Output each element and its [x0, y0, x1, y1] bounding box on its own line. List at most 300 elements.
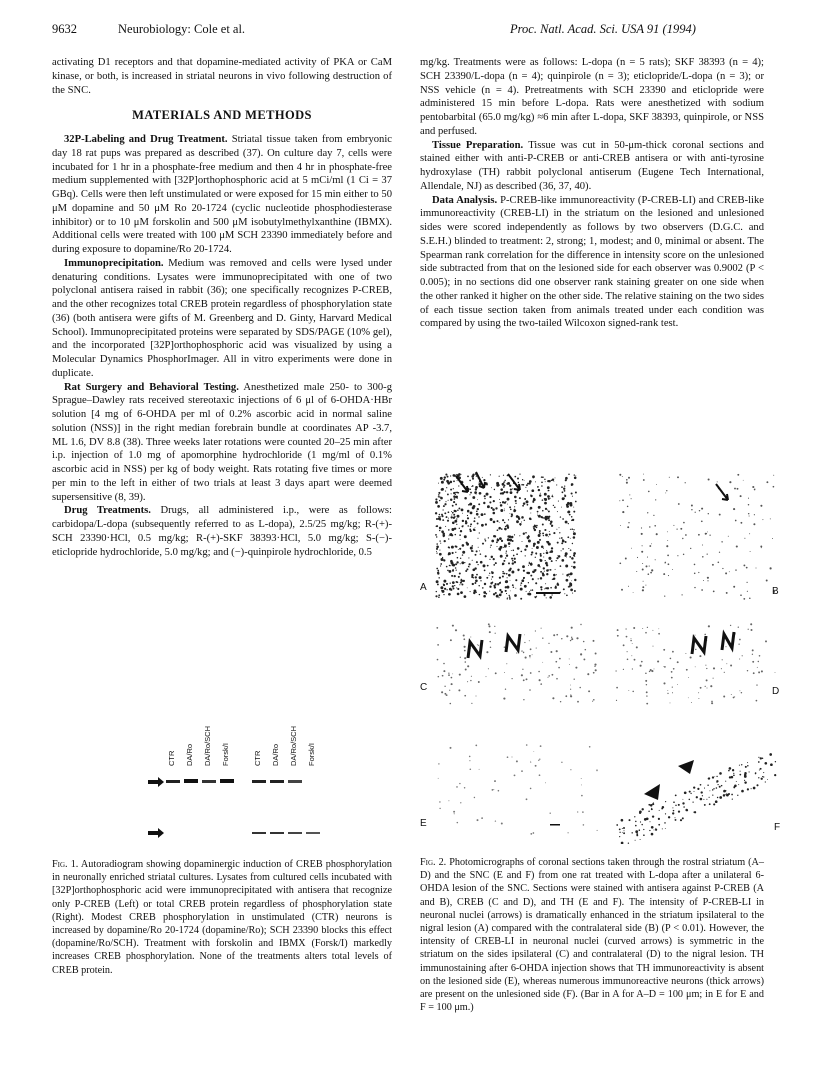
speckle [713, 591, 715, 593]
speckle [537, 564, 540, 567]
speckle [528, 540, 531, 543]
speckle [646, 703, 648, 705]
speckle [656, 484, 657, 485]
speckle [766, 481, 768, 483]
speckle [631, 548, 632, 549]
speckle [677, 661, 679, 663]
speckle [530, 575, 532, 577]
speckle [663, 682, 665, 684]
speckle [764, 762, 767, 765]
speckle [444, 693, 446, 695]
speckle [723, 794, 726, 797]
arrow-icon [148, 777, 164, 787]
speckle [509, 484, 511, 486]
speckle [540, 745, 542, 747]
speckle [570, 538, 571, 539]
speckle [482, 477, 483, 478]
speckle [469, 756, 471, 758]
speckle [759, 655, 761, 657]
speckle [555, 661, 557, 663]
speckle [594, 666, 595, 667]
speckle [675, 794, 677, 796]
speckle [643, 474, 644, 475]
speckle [622, 499, 624, 501]
speckle [775, 672, 776, 673]
speckle [493, 512, 496, 515]
speckle [574, 477, 577, 480]
speckle [530, 762, 531, 763]
speckle [545, 481, 546, 482]
speckle [542, 499, 544, 501]
speckle [733, 586, 735, 588]
speckle [708, 478, 710, 480]
speckle [575, 475, 576, 476]
speckle [505, 501, 506, 502]
speckle [522, 565, 525, 568]
speckle [465, 661, 467, 663]
speckle [761, 778, 763, 780]
caption-label: Fig. 1. [52, 859, 79, 870]
speckle [541, 546, 544, 549]
speckle [684, 791, 687, 794]
speckle [473, 592, 475, 594]
speckle [721, 668, 722, 669]
speckle [702, 556, 704, 558]
speckle [538, 489, 540, 491]
speckle [501, 592, 503, 594]
speckle [756, 684, 757, 685]
speckle [464, 562, 465, 563]
speckle [450, 589, 452, 591]
speckle [531, 562, 532, 563]
speckle [455, 503, 457, 505]
speckle [538, 671, 540, 673]
speckle [440, 543, 441, 544]
speckle [734, 488, 736, 490]
speckle [673, 668, 675, 670]
speckle [561, 550, 562, 551]
speckle [721, 785, 723, 787]
speckle [511, 515, 513, 517]
speckle [530, 648, 532, 650]
speckle [553, 532, 555, 534]
speckle [650, 821, 651, 822]
speckle [571, 492, 573, 494]
speckle [452, 585, 454, 587]
speckle [643, 829, 644, 830]
paragraph-heading: Immunoprecipitation. [64, 257, 164, 269]
speckle [542, 532, 544, 534]
band [166, 780, 180, 783]
speckle [435, 498, 437, 500]
speckle [485, 540, 487, 542]
speckle [554, 507, 556, 509]
speckle [495, 585, 496, 586]
speckle [628, 690, 629, 691]
speckle [506, 491, 508, 493]
speckle [671, 677, 673, 679]
speckle [492, 576, 494, 578]
speckle [440, 563, 442, 565]
speckle [572, 593, 573, 594]
speckle [571, 528, 573, 530]
speckle [547, 480, 549, 482]
speckle [553, 481, 554, 482]
speckle [500, 546, 503, 549]
speckle [573, 529, 574, 530]
speckle [466, 568, 468, 570]
scale-bar [536, 592, 560, 594]
speckle [752, 649, 754, 651]
speckle [573, 511, 575, 513]
speckle [562, 548, 564, 550]
speckle [468, 504, 470, 506]
speckle [655, 829, 657, 831]
speckle [636, 571, 637, 572]
speckle [666, 545, 668, 547]
speckle [566, 574, 569, 577]
speckle [649, 526, 650, 527]
speckle [641, 824, 642, 825]
speckle [474, 582, 476, 584]
speckle [546, 552, 549, 555]
speckle [521, 484, 523, 486]
speckle [758, 671, 760, 673]
speckle [436, 548, 438, 550]
speckle [753, 787, 756, 790]
speckle [766, 580, 768, 582]
speckle [474, 491, 477, 494]
speckle [733, 773, 734, 774]
speckle [719, 772, 722, 775]
speckle [690, 793, 691, 794]
curved-arrow-icon [506, 634, 520, 652]
speckle [698, 534, 700, 536]
speckle [719, 514, 721, 516]
speckle [619, 832, 620, 833]
speckle [701, 520, 703, 522]
speckle [546, 550, 547, 551]
speckle [453, 488, 454, 489]
speckle [476, 511, 478, 513]
speckle [510, 509, 512, 511]
speckle [479, 769, 480, 770]
speckle [650, 669, 652, 671]
speckle [533, 543, 535, 545]
speckle [452, 569, 453, 570]
speckle [703, 580, 704, 581]
panel-a-texture [435, 473, 577, 600]
speckle [735, 569, 736, 570]
speckle [508, 595, 509, 596]
speckle [566, 635, 568, 637]
speckle [448, 546, 450, 548]
speckle [528, 565, 529, 566]
speckle [446, 487, 447, 488]
speckle [489, 586, 491, 588]
speckle [512, 560, 514, 562]
speckle [558, 501, 559, 502]
speckle [713, 803, 715, 805]
speckle [761, 670, 763, 672]
speckle [526, 572, 528, 574]
speckle [551, 547, 553, 549]
speckle [521, 650, 522, 651]
speckle [741, 692, 742, 693]
speckle [451, 514, 452, 515]
thick-arrow-icon [644, 784, 660, 800]
speckle [453, 514, 455, 516]
band [288, 780, 302, 783]
speckle [631, 498, 632, 499]
speckle [734, 785, 737, 788]
speckle [694, 587, 695, 588]
speckle [562, 491, 564, 493]
speckle [555, 569, 556, 570]
speckle [490, 647, 491, 648]
speckle [648, 573, 650, 575]
speckle [436, 536, 437, 537]
speckle [476, 550, 478, 552]
speckle [498, 597, 499, 598]
speckle [489, 573, 490, 574]
speckle [479, 594, 480, 595]
speckle [641, 551, 643, 553]
speckle [496, 595, 499, 598]
speckle [530, 495, 532, 497]
paragraph-body: P-CREB-like immunoreactivity (P-CREB-LI) and CREB-like immunoreactivity (CREB-LI) in the striatum on the lesioned and unlesioned sides were scored independently as follows by two observers (D.G.C. and S.E.H.) blinded to treatment: 2, strong; 1, modest; and 0, minimal or absent. The Spearman rank correlation for the difference in intensity score on the unlesioned side subtracted from that on the lesioned side for each observer was 0.9002 (P < 0.005); in no sections did one observer rank staining greater on one side when the other ranked it higher on the other side. The relative staining on the two sides of each tissue section taken from animals treated under each condition was compared by using the two-tailed Wilcoxon signed-rank test. [420, 194, 764, 330]
speckle [773, 475, 774, 476]
speckle [700, 687, 702, 689]
speckle [456, 561, 458, 563]
speckle [643, 834, 645, 836]
speckle [453, 492, 455, 494]
speckle [668, 563, 670, 565]
speckle [448, 538, 449, 539]
speckle [570, 589, 573, 592]
speckle [616, 687, 618, 689]
speckle [559, 532, 560, 533]
speckle [556, 650, 558, 652]
speckle [685, 534, 687, 536]
speckle [593, 640, 595, 642]
speckle [542, 524, 544, 526]
speckle [682, 799, 683, 800]
speckle [562, 540, 565, 543]
speckle [682, 817, 684, 819]
speckle [494, 626, 495, 627]
speckle [738, 784, 739, 785]
speckle [436, 591, 437, 592]
speckle [536, 525, 538, 527]
speckle [436, 543, 438, 545]
speckle [478, 503, 480, 505]
speckle [488, 625, 490, 627]
speckle [628, 522, 629, 523]
speckle [749, 515, 750, 516]
speckle [716, 780, 718, 782]
speckle [472, 506, 475, 509]
panel-label: E [420, 818, 427, 829]
speckle [770, 518, 771, 519]
speckle [744, 538, 745, 539]
speckle [703, 799, 704, 800]
speckle [479, 576, 482, 579]
speckle [718, 562, 720, 564]
speckle [478, 547, 479, 548]
speckle [699, 655, 701, 657]
speckle [619, 836, 620, 837]
speckle [505, 689, 506, 690]
speckle [683, 522, 685, 524]
speckle [736, 781, 737, 782]
speckle [526, 591, 527, 592]
speckle [523, 570, 525, 572]
speckle [452, 521, 455, 524]
speckle [712, 789, 713, 790]
speckle [556, 574, 557, 575]
speckle [435, 534, 437, 536]
speckle [533, 545, 535, 547]
speckle [457, 822, 458, 823]
speckle [481, 524, 484, 527]
speckle [451, 546, 454, 549]
speckle [521, 674, 523, 676]
speckle [722, 568, 723, 569]
speckle [464, 535, 467, 538]
speckle [445, 474, 447, 476]
speckle [435, 595, 437, 597]
speckle [569, 576, 570, 577]
speckle [506, 551, 507, 552]
speckle [621, 842, 624, 844]
speckle [556, 484, 557, 485]
speckle [454, 575, 456, 577]
speckle [545, 508, 547, 510]
speckle [545, 560, 546, 561]
speckle [493, 521, 496, 524]
speckle [548, 510, 550, 512]
speckle [731, 694, 732, 695]
speckle [529, 655, 531, 657]
speckle [563, 588, 565, 590]
speckle [479, 550, 480, 551]
paragraph-heading: Data Analysis. [432, 194, 498, 206]
speckle [454, 528, 456, 530]
speckle [747, 788, 749, 790]
speckle [542, 574, 545, 577]
speckle [587, 673, 589, 675]
speckle [443, 584, 445, 586]
speckle [692, 801, 693, 802]
paragraph-data-analysis [420, 194, 764, 332]
speckle [672, 569, 673, 570]
speckle [560, 516, 561, 517]
speckle [683, 806, 685, 808]
speckle [741, 764, 742, 765]
speckle [752, 661, 754, 663]
speckle [482, 543, 484, 545]
speckle [570, 640, 571, 641]
speckle [640, 821, 641, 822]
speckle [646, 691, 648, 693]
speckle [654, 525, 656, 527]
speckle [595, 653, 597, 655]
speckle [461, 474, 462, 475]
band [252, 780, 266, 783]
speckle [438, 594, 440, 596]
speckle [729, 481, 731, 483]
speckle [738, 644, 739, 645]
speckle [453, 501, 455, 503]
speckle [712, 776, 714, 778]
speckle [570, 685, 571, 686]
speckle [522, 479, 523, 480]
speckle [443, 505, 445, 507]
speckle [744, 781, 746, 783]
speckle [632, 691, 634, 693]
speckle [647, 512, 648, 513]
speckle [464, 650, 466, 652]
speckle [480, 561, 483, 564]
speckle [500, 582, 501, 583]
speckle [694, 564, 696, 566]
speckle [550, 521, 553, 524]
speckle [678, 804, 680, 806]
speckle [640, 839, 641, 840]
speckle [651, 826, 654, 829]
speckle [540, 533, 541, 534]
speckle [503, 486, 505, 488]
speckle [705, 533, 707, 535]
speckle [491, 579, 492, 580]
speckle [537, 511, 539, 513]
speckle [443, 594, 444, 595]
speckle [558, 555, 561, 558]
speckle [545, 782, 546, 783]
speckle [716, 782, 717, 783]
figure2-photomicrographs [416, 464, 786, 844]
speckle [642, 569, 644, 571]
speckle [558, 667, 560, 669]
speckle [491, 556, 493, 558]
speckle [642, 628, 643, 629]
intro-paragraph: activating D1 receptors and that dopamine-mediated activity of PKA or CaM kinase, or both, is increased in striatal neurons in vivo following destruction of the SNC. [52, 57, 392, 96]
speckle [525, 487, 526, 488]
speckle [516, 492, 518, 494]
speckle [437, 659, 439, 661]
speckle [504, 647, 505, 648]
speckle [548, 498, 550, 500]
speckle [524, 642, 525, 643]
speckle [465, 669, 467, 671]
speckle [739, 639, 741, 641]
speckle [565, 479, 567, 481]
speckle [488, 537, 489, 538]
panel-label: B [772, 586, 779, 597]
speckle [470, 489, 472, 491]
speckle [518, 517, 520, 519]
speckle [619, 828, 621, 830]
speckle [485, 523, 487, 525]
speckle [662, 806, 664, 808]
speckle [543, 535, 544, 536]
curved-arrow-icon [692, 636, 706, 654]
speckle [762, 757, 764, 759]
speckle [474, 517, 476, 519]
speckle [523, 679, 525, 681]
speckle [615, 670, 616, 671]
